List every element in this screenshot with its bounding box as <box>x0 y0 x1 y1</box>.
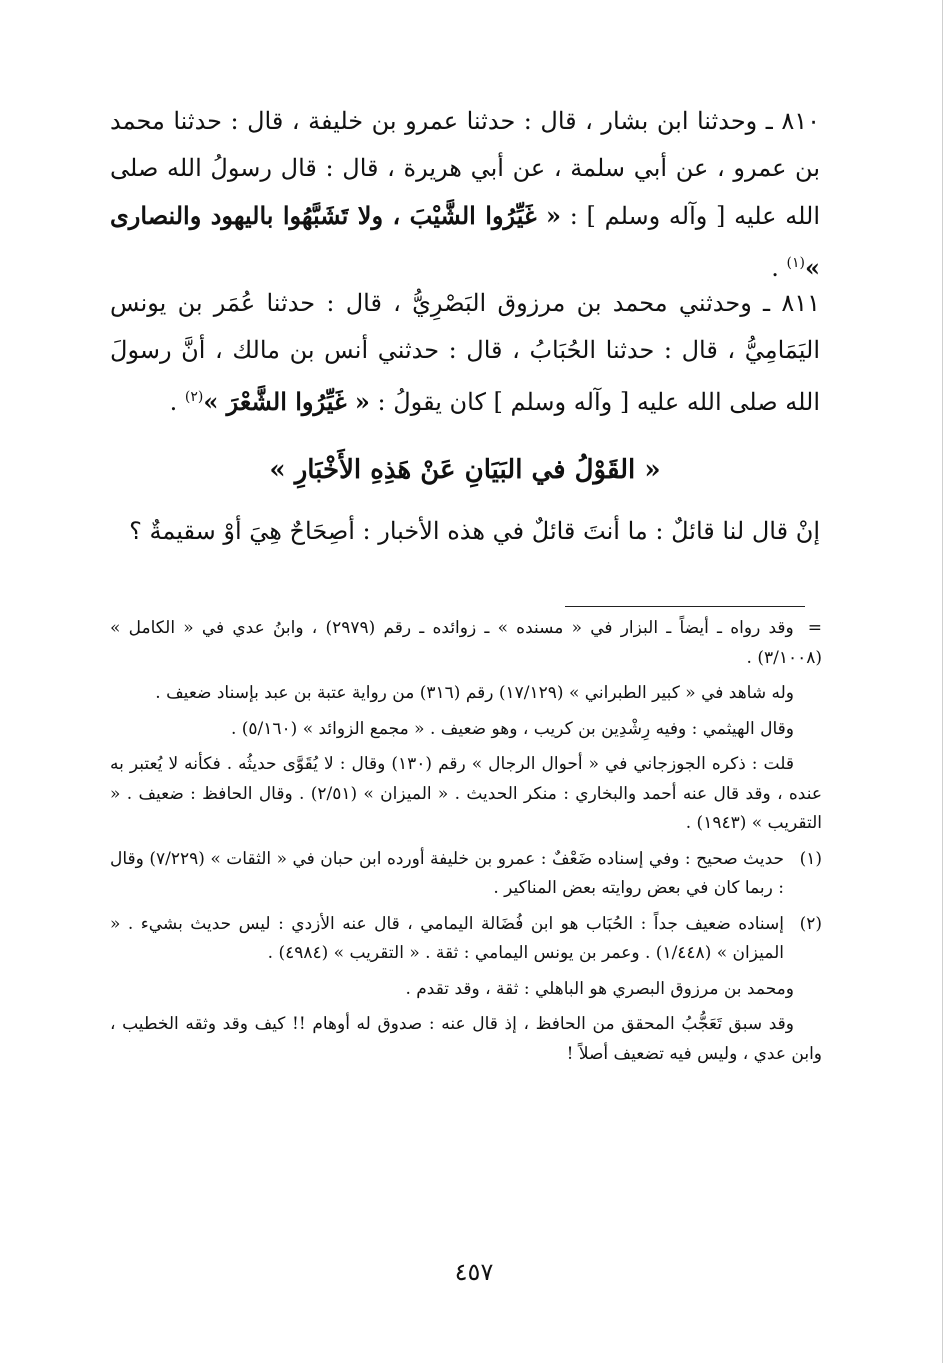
footnote-shahid: وله شاهد في « كبير الطبراني » (١٧/١٢٩) رقم (٣١٦) من رواية عتبة بن عبد بإسناد ضعيف . <box>155 683 794 703</box>
continuation-mark: = <box>807 618 822 638</box>
page-number: ٤٥٧ <box>454 1258 494 1286</box>
footnote-1-text: حديث صحيح : وفي إسناده ضَعْفٌ : عمرو بن خليفة أورده ابن حبان في « الثقات » (٧/٢٢٩) وقال : ربما كان في بعض روايته بعض المناكير . <box>110 848 784 898</box>
footnotes-section <box>110 614 822 1075</box>
hadith-matn: « غَيِّرُوا الشَّعْرَ » <box>203 387 370 416</box>
footnote-1 <box>110 845 822 904</box>
intro-question: إنْ قال لنا قائلٌ : ما أنتَ قائلٌ في هذه الأخبار : أصِحَاحٌ هِيَ أوْ سقيمةٌ ؟ <box>129 517 820 545</box>
hadith-number: ٨١١ ـ <box>763 289 820 317</box>
hadith-isnad: وحدثني محمد بن مرزوق البَصْرِيُّ ، قال : حدثنا عُمَر بن يونس اليَمَامِيُّ ، قال : حدثنا الحُبَابُ ، قال : حدثني أنس بن مالك ، أنَّ رسولَ الله صلى الله عليه [ وآله وسلم ] كان يقولُ : <box>110 289 820 416</box>
footnote-2-text: إسناده ضعيف جداً : الحُبَاب هو ابن فُضَالة اليمامي ، قال عنه الأزدي : ليس حديث بشيء . « الميزان » (١/٤٤٨) . وعمر بن يونس اليمامي : ثقة . « التقريب » (٤٩٨٤) . <box>110 913 784 963</box>
hadith-number: ٨١٠ ـ <box>765 107 820 135</box>
footnote-2-number: (٢) <box>799 913 822 934</box>
footnote-separator <box>565 606 805 607</box>
section-heading: « القَوْلُ في البَيَانِ عَنْ هَذِهِ الأَخْبَارِ » <box>269 455 661 485</box>
footnote-text: وقد رواه ـ أيضاً ـ البزار في « مسنده » ـ زوائده ـ رقم (٢٩٧٩) ، وابنُ عدي في « الكامل » (٣/١٠٠٨) . <box>110 618 822 668</box>
hadith-isnad: وحدثنا ابن بشار ، قال : حدثنا عمرو بن خليفة ، قال : حدثنا محمد بن عمرو ، عن أبي سلمة ، عن أبي هريرة ، قال : قال رسولُ الله صلى الله عليه [ وآله وسلم ] : <box>110 107 820 230</box>
footnote-qultu: قلت : ذكره الجوزجاني في « أحوال الرجال » رقم (١٣٠) وقال : لا يُقَوَّى حديثُه . فكأنه لا يُعتبر به عنده ، وقد قال عنه أحمد والبخاري : منكر الحديث . « الميزان » (٢/٥١) . وقال الحافظ : ضعيف . « التقريب » (١٩٤٣) . <box>110 754 822 833</box>
footnote-2-ibn-marzuq: ومحمد بن مرزوق البصري هو الباهلي : ثقة ، وقد تقدم . <box>405 978 794 999</box>
footnote-haythami: وقال الهيثمي : وفيه رِشْدِين بن كريب ، وهو ضعيف . « مجمع الزوائد » (٥/١٦٠) . <box>230 718 794 739</box>
footnote-ref-1[interactable]: (١) <box>786 255 805 271</box>
footnote-1-number: (١) <box>799 848 822 869</box>
footnote-continuation <box>110 614 822 673</box>
sentence-end: . <box>169 388 178 416</box>
footnote-ref-2[interactable]: (٢) <box>184 389 204 405</box>
footnote-2-taajjub: وقد سبق تَعَجُّبُ المحقق من الحافظ ، إذ قال عنه : صدوق له أوهام !! كيف وقد وثقه الخطيب ، وابن عدي ، وليس فيه تضعيف أصلاً ! <box>110 1014 822 1064</box>
hadith-810-paragraph <box>110 98 820 292</box>
hadith-matn: « غَيِّرُوا الشَّيْبَ ، ولا تَشَبَّهُوا باليهود والنصارى » <box>110 201 820 282</box>
footnote-2 <box>110 910 822 969</box>
sentence-end: . <box>771 254 779 282</box>
scan-edge-line <box>942 0 943 1363</box>
hadith-811-paragraph <box>110 280 820 426</box>
